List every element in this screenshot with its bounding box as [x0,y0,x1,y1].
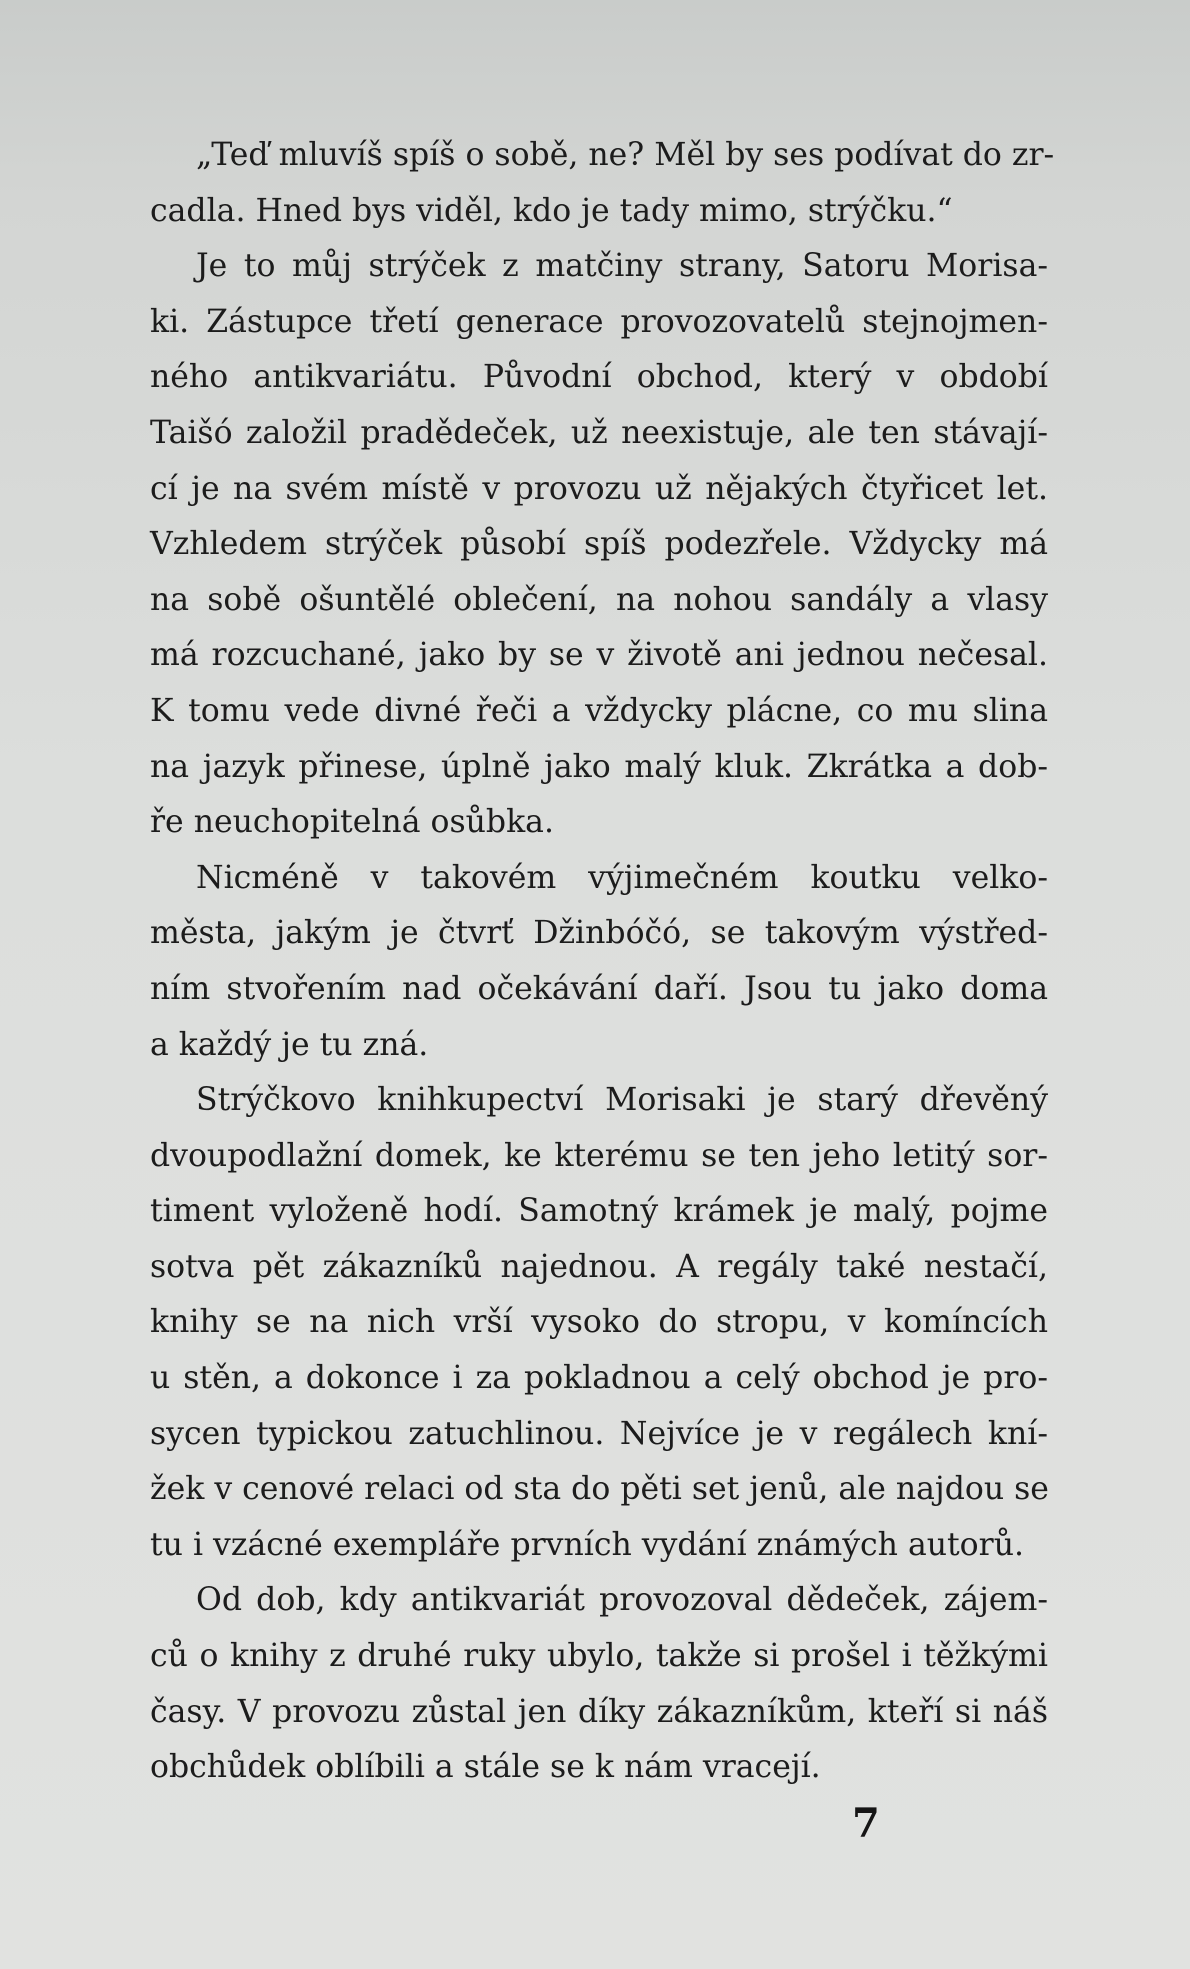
page-number: 7 [852,1800,880,1847]
text-line: ře neuchopitelná osůbka. [150,804,554,841]
text-line: města, jakým je čtvrť Džinbóčó, se takovým výstřed- [150,915,1048,952]
paragraph-3 [150,851,1048,1073]
text-line: Vzhledem strýček působí spíš podezřele. Vždycky má [150,526,1048,563]
paragraph-4 [150,1073,1048,1573]
paragraph-1 [150,128,1055,239]
paragraph-5 [150,1573,1048,1795]
text-line: na jazyk přinese, úplně jako malý kluk. Zkrátka a dob- [150,748,1048,785]
text-line: žek v cenové relaci od sta do pěti set jenů, ale najdou se [150,1471,1049,1508]
text-line: u stěn, a dokonce i za pokladnou a celý obchod je pro- [150,1360,1048,1397]
text-line: sycen typickou zatuchlinou. Nejvíce je v regálech kní- [150,1415,1048,1452]
text-line: ců o knihy z druhé ruky ubylo, takže si prošel i těžkými [150,1638,1048,1675]
text-line: a každý je tu zná. [150,1026,429,1063]
text-line: cadla. Hned bys viděl, kdo je tady mimo, strýčku.“ [150,192,953,229]
text-line: sotva pět zákazníků najednou. A regály také nestačí, [150,1248,1048,1285]
text-line: ki. Zástupce třetí generace provozovatelů stejnojmen- [150,303,1048,340]
text-line: Od dob, kdy antikvariát provozoval dědeček, zájem- [196,1582,1048,1619]
text-line: ného antikvariátu. Původní obchod, který v období [150,359,1048,396]
text-line: Taišó založil pradědeček, už neexistuje, ale ten stávají- [150,414,1048,451]
text-line: obchůdek oblíbili a stále se k nám vracejí. [150,1749,821,1786]
text-line: dvoupodlažní domek, ke kterému se ten jeho letitý sor- [150,1137,1048,1174]
text-line: Je to můj strýček z matčiny strany, Satoru Morisa- [196,248,1048,285]
text-line: knihy se na nich vrší vysoko do stropu, v komíncích [150,1304,1048,1341]
text-line: timent vyloženě hodí. Samotný krámek je malý, pojme [150,1193,1048,1230]
text-line: ním stvořením nad očekávání daří. Jsou tu jako doma [150,970,1048,1007]
text-line: cí je na svém místě v provozu už nějakých čtyřicet let. [150,470,1048,507]
body-text [150,128,1055,1796]
paragraph-2 [150,239,1048,851]
text-line: na sobě ošuntělé oblečení, na nohou sandály a vlasy [150,581,1048,618]
text-line: má rozcuchané, jako by se v životě ani jednou nečesal. [150,637,1048,674]
text-line: časy. V provozu zůstal jen díky zákazníkům, kteří si náš [150,1693,1048,1730]
text-line: Nicméně v takovém výjimečném koutku velko- [196,859,1048,896]
text-line: „Teď mluvíš spíš o sobě, ne? Měl by ses podívat do zr- [196,137,1055,173]
text-line: K tomu vede divné řeči a vždycky plácne, co mu slina [150,692,1048,729]
text-line: Strýčkovo knihkupectví Morisaki je starý dřevěný [196,1082,1048,1119]
text-line: tu i vzácné exempláře prvních vydání známých autorů. [150,1526,1025,1563]
